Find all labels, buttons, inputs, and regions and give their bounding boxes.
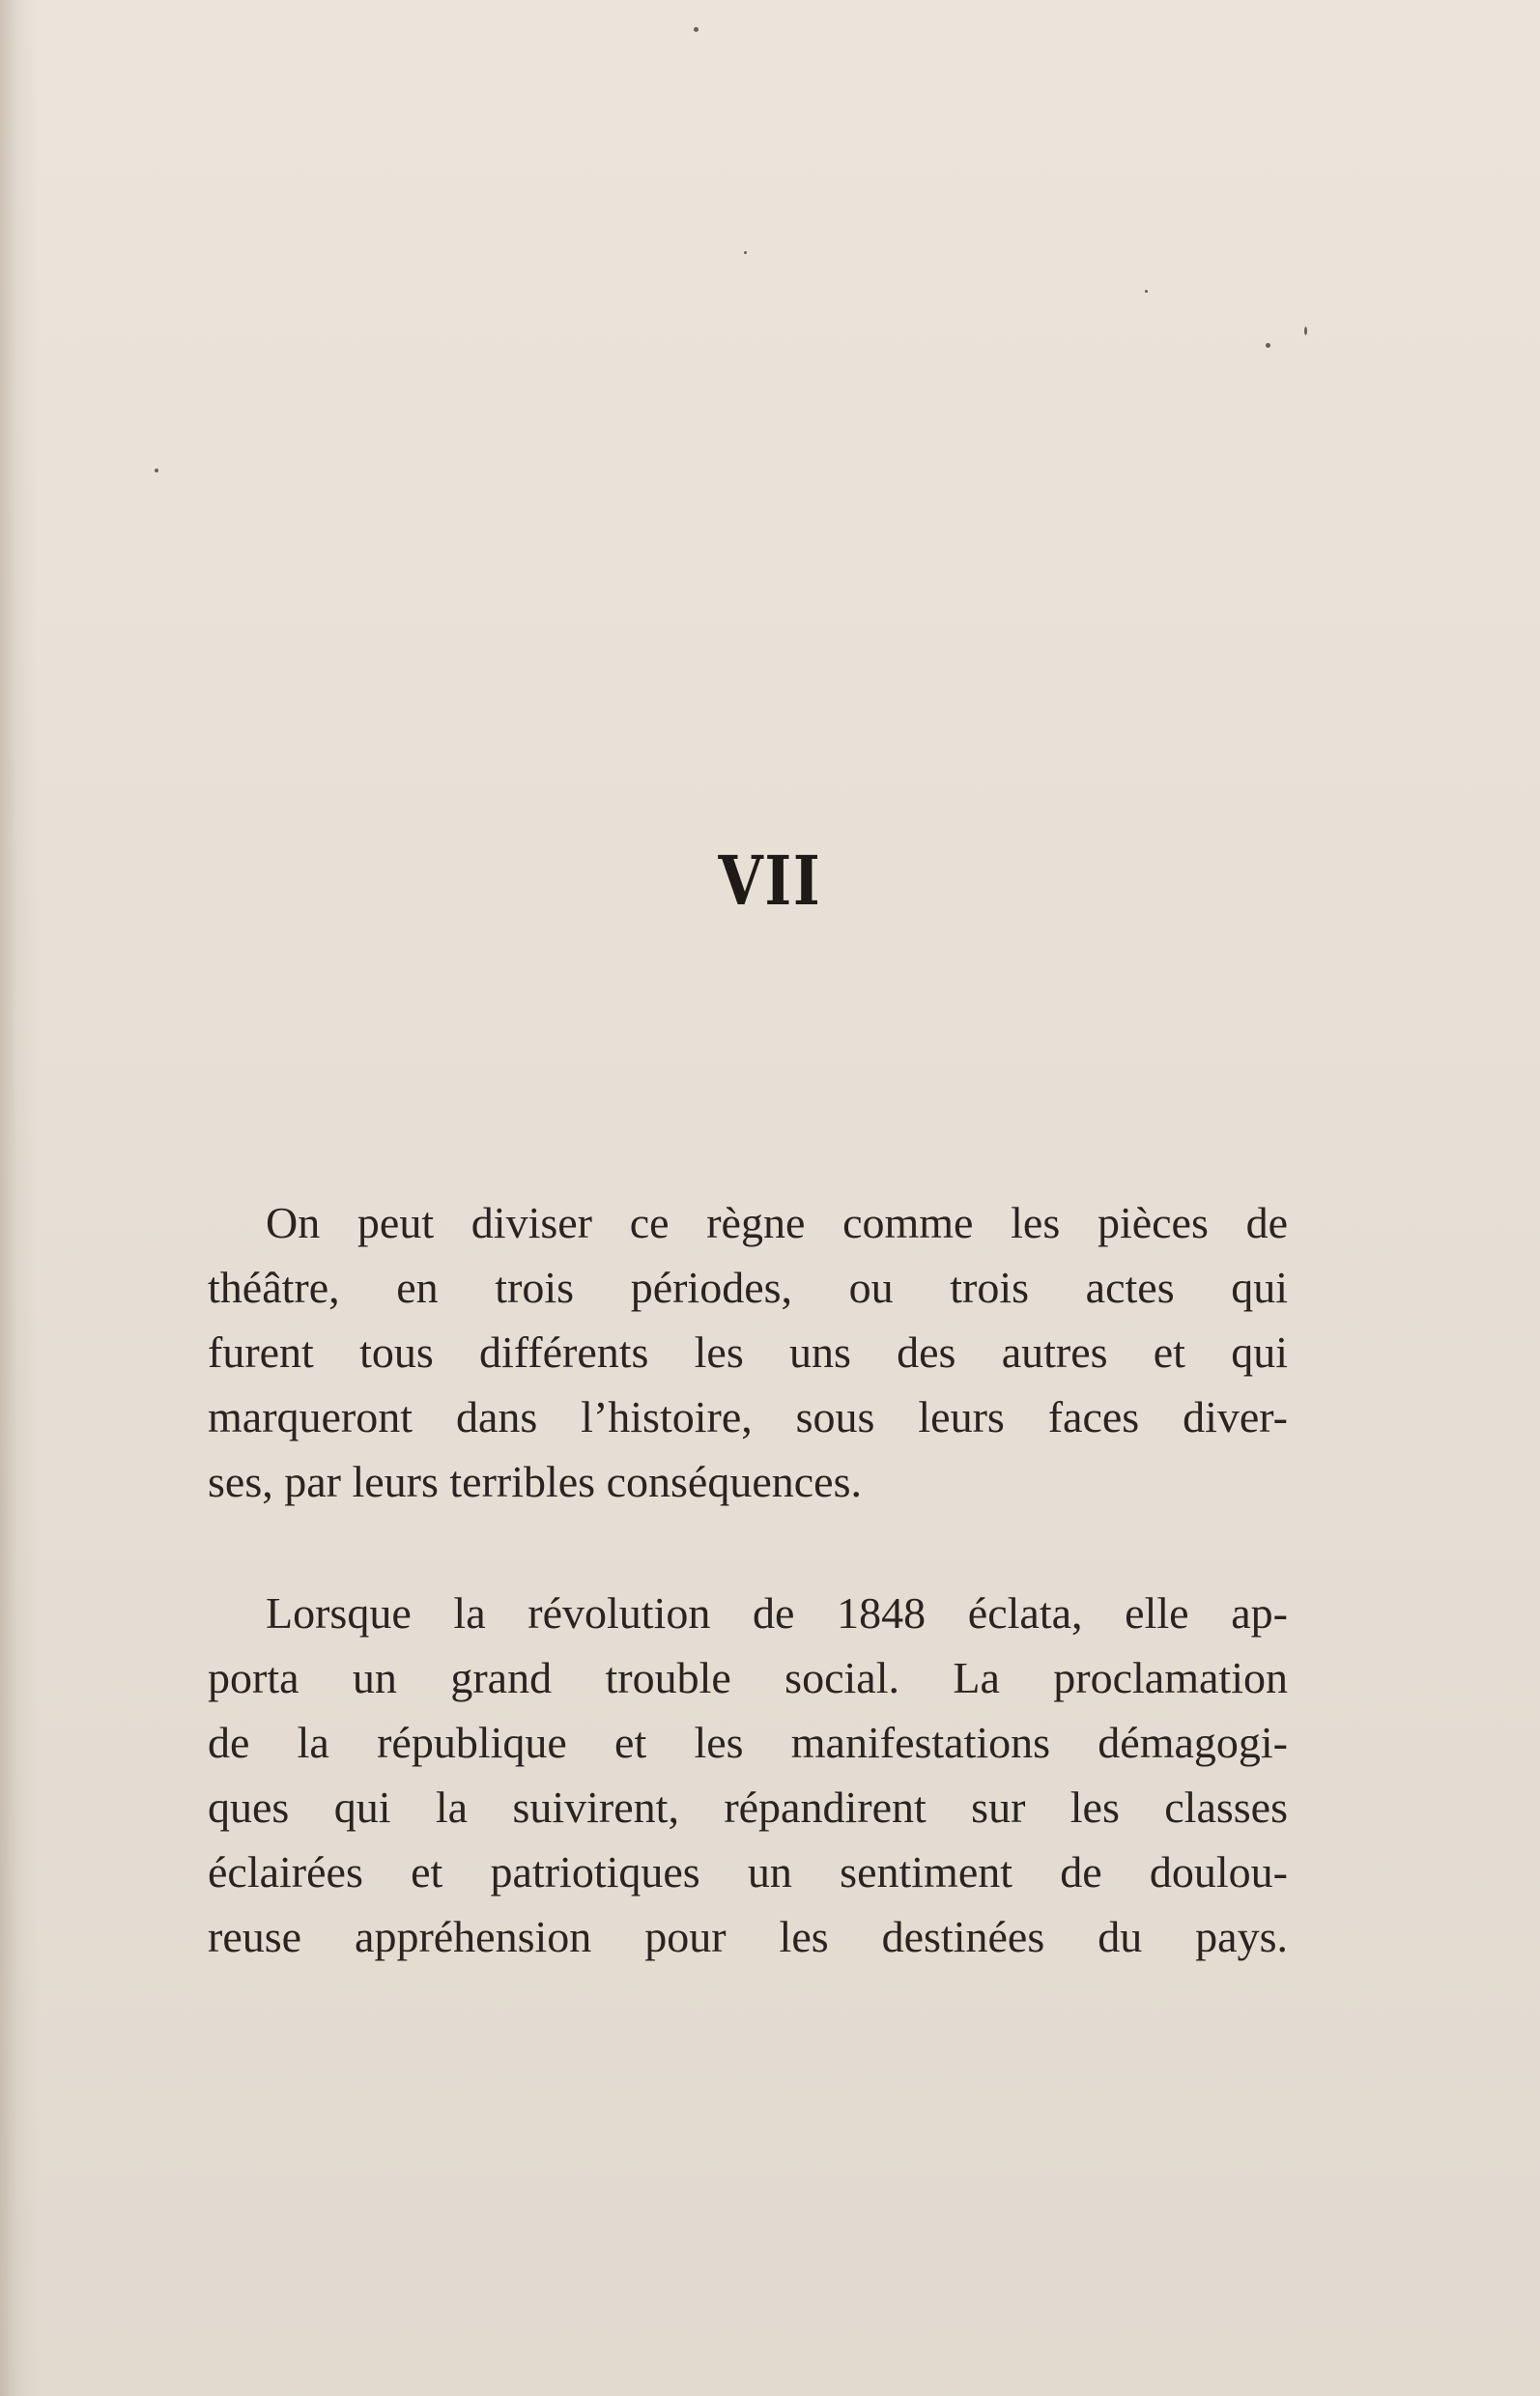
paper-speck (1266, 343, 1270, 348)
text-line: porta un grand trouble social. La proclamation (208, 1653, 1288, 1702)
text-line: ses, par leurs terribles conséquences. (208, 1457, 862, 1506)
paper-speck (694, 27, 699, 32)
text-line: reuse appréhension pour les destinées du pays. (208, 1912, 1288, 1961)
text-line: On peut diviser ce règne comme les pièces de (266, 1198, 1288, 1247)
paper-speck (1145, 290, 1148, 293)
paper-speck (155, 469, 158, 472)
paragraph (208, 1190, 1288, 1514)
text-line: éclairées et patriotiques un sentiment de doulou- (208, 1847, 1288, 1897)
paper-speck (1304, 327, 1307, 335)
text-line: ques qui la suivirent, répandirent sur les classes (208, 1783, 1288, 1832)
text-line: théâtre, en trois périodes, ou trois actes qui (208, 1263, 1288, 1312)
text-line: marqueront dans l’histoire, sous leurs faces diver- (208, 1392, 1288, 1441)
chapter-number: VII (718, 841, 822, 921)
paper-speck (744, 251, 747, 254)
paragraph (208, 1581, 1288, 1969)
text-line: furent tous différents les uns des autres et qui (208, 1327, 1288, 1377)
text-line: de la république et les manifestations démagogi- (208, 1718, 1288, 1767)
text-line: Lorsque la révolution de 1848 éclata, elle ap- (266, 1588, 1288, 1638)
